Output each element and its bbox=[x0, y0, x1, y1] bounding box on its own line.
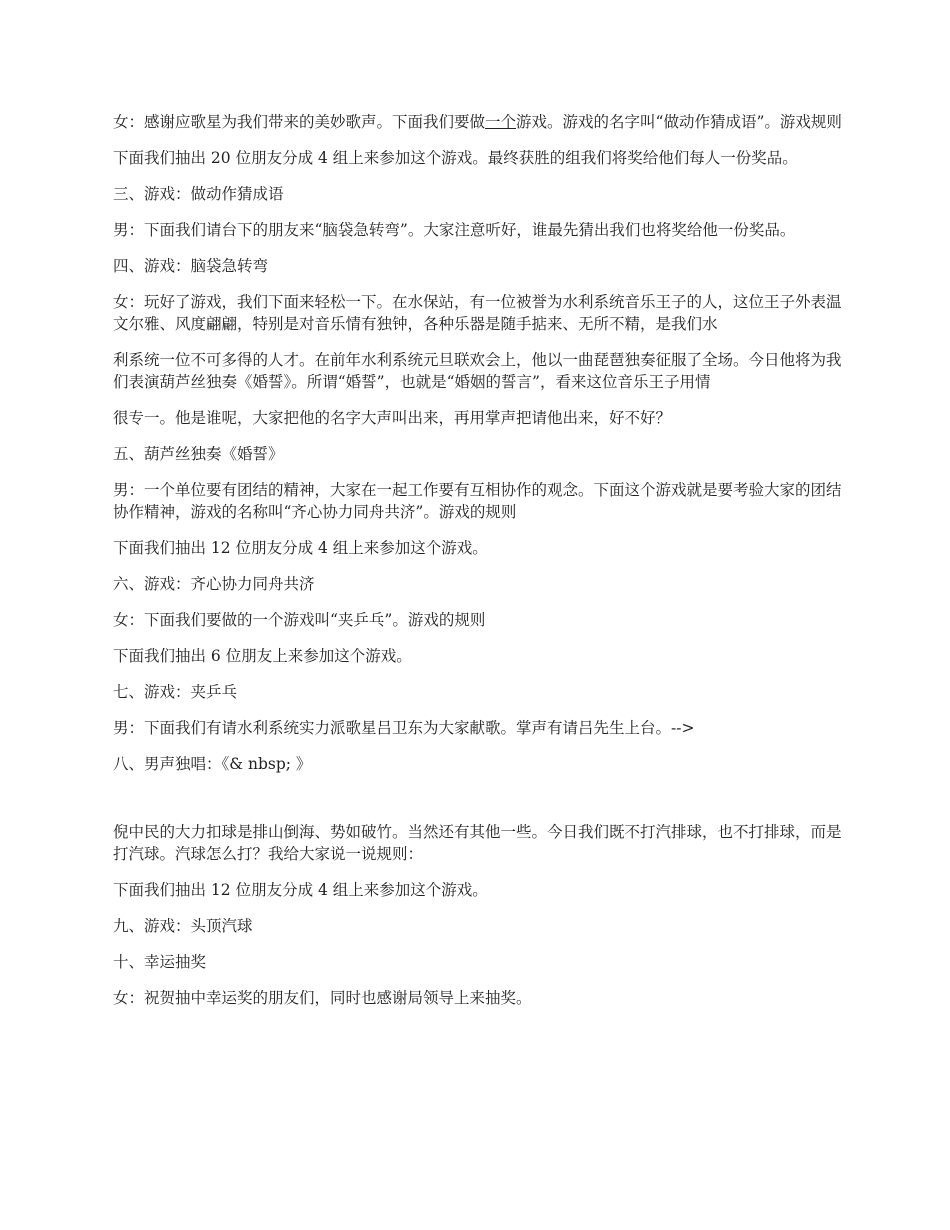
paragraph-14: 下面我们抽出 6 位朋友上来参加这个游戏。 bbox=[113, 647, 412, 665]
paragraph-19: 下面我们抽出 12 位朋友分成 4 组上来参加这个游戏。 bbox=[113, 881, 488, 899]
section-heading-10: 十、幸运抽奖 bbox=[113, 953, 207, 971]
paragraph-22: 女：祝贺抽中幸运奖的朋友们，同时也感谢局领导上来抽奖。 bbox=[113, 989, 532, 1007]
section-heading-9: 九、游戏：头顶汽球 bbox=[113, 917, 253, 935]
paragraph-6: 女：玩好了游戏，我们下面来轻松一下。在水保站，有一位被誉为水利系统音乐王子的人，这位王子外表温文尔雅、风度翩翩，特别是对音乐情有独钟，各种乐器是随手掂来、无所不精，是我们水 bbox=[113, 293, 842, 333]
paragraph-1-before: 女：感谢应歌星为我们带来的美妙歌声。下面我们要做 bbox=[113, 113, 486, 131]
paragraph-16: 男：下面我们有请水利系统实力派歌星吕卫东为大家献歌。掌声有请吕先生上台。--> bbox=[113, 719, 695, 737]
paragraph-2: 下面我们抽出 20 位朋友分成 4 组上来参加这个游戏。最终获胜的组我们将奖给他们每人一份奖品。 bbox=[113, 149, 798, 167]
paragraph-4: 男：下面我们请台下的朋友来“脑袋急转弯”。大家注意听好，谁最先猜出我们也将奖给他一份奖品。 bbox=[113, 221, 796, 239]
section-heading-5: 五、葫芦丝独奏《婚誓》 bbox=[113, 445, 284, 463]
section-heading-8: 八、男声独唱：《& nbsp; 》 bbox=[113, 755, 312, 773]
paragraph-1 bbox=[113, 111, 843, 133]
paragraph-11: 下面我们抽出 12 位朋友分成 4 组上来参加这个游戏。 bbox=[113, 539, 488, 557]
paragraph-8: 很专一。他是谁呢，大家把他的名字大声叫出来，再用掌声把请他出来，好不好？ bbox=[113, 409, 672, 427]
section-heading-6: 六、游戏：齐心协力同舟共济 bbox=[113, 575, 315, 593]
section-heading-7: 七、游戏：夹乒乓 bbox=[113, 683, 238, 701]
paragraph-10: 男：一个单位要有团结的精神，大家在一起工作要有互相协作的观念。下面这个游戏就是要考验大家的团结协作精神，游戏的名称叫“齐心协力同舟共济”。游戏的规则 bbox=[113, 481, 842, 521]
paragraph-18: 倪中民的大力扣球是排山倒海、势如破竹。当然还有其他一些。今日我们既不打汽排球，也不打排球，而是打汽球。汽球怎么打？我给大家说一说规则： bbox=[113, 823, 842, 863]
paragraph-1-after: 游戏。游戏的名字叫“做动作猜成语”。游戏规则 bbox=[516, 113, 842, 131]
paragraph-7: 利系统一位不可多得的人才。在前年水利系统元旦联欢会上，他以一曲琵琶独奏征服了全场。今日他将为我们表演葫芦丝独奏《婚誓》。所谓“婚誓”，也就是“婚姻的誓言”，看来这位音乐王子用情 bbox=[113, 351, 842, 391]
section-heading-4: 四、游戏：脑袋急转弯 bbox=[113, 257, 269, 275]
document-page bbox=[113, 111, 843, 1023]
section-heading-3: 三、游戏：做动作猜成语 bbox=[113, 185, 284, 203]
underlined-text: 一个 bbox=[485, 113, 517, 131]
paragraph-13: 女：下面我们要做的一个游戏叫“夹乒乓”。游戏的规则 bbox=[113, 611, 486, 629]
